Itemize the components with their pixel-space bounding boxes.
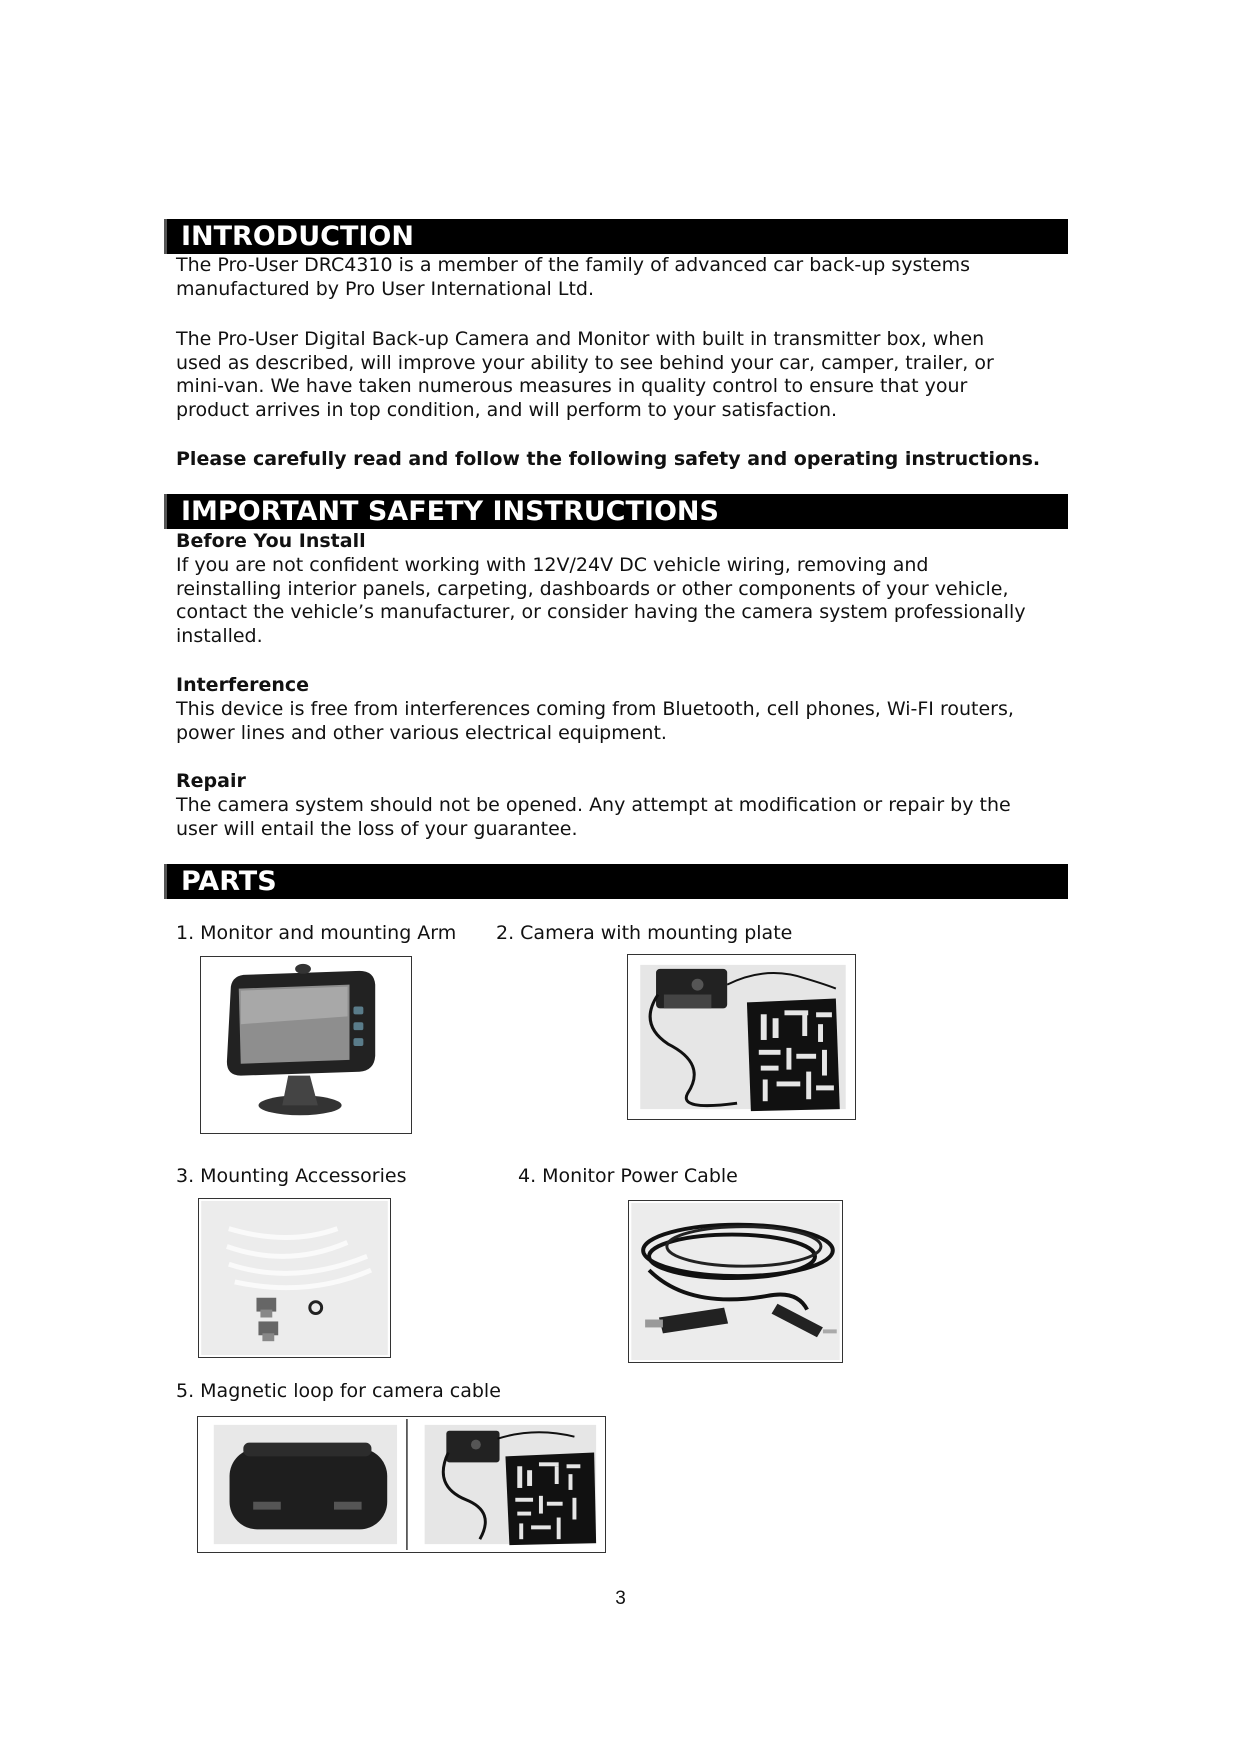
intro-paragraph-1 — [176, 254, 1076, 301]
text-line: installed. — [176, 624, 263, 647]
power-cable-icon — [629, 1201, 842, 1362]
text-line: contact the vehicle’s manufacturer, or consider having the camera system professionally — [176, 601, 1026, 623]
text-line: product arrives in top condition, and will perform to your satisfaction. — [176, 398, 838, 421]
monitor-icon — [201, 957, 411, 1133]
part-5-label: 5. Magnetic loop for camera cable — [176, 1380, 501, 1402]
magnetic-loop-icon — [198, 1417, 605, 1552]
text-line: power lines and other various electrical equipment. — [176, 721, 667, 744]
safety-heading: IMPORTANT SAFETY INSTRUCTIONS — [164, 494, 1068, 529]
text-line: used as described, will improve your ability to see behind your car, camper, trailer, or — [176, 351, 994, 374]
repair-title: Repair — [176, 770, 246, 792]
camera-plate-photo — [627, 954, 856, 1120]
page-number: 3 — [615, 1588, 626, 1609]
text-line: The Pro-User DRC4310 is a member of the family of advanced car back-up systems — [176, 254, 970, 276]
introduction-heading: INTRODUCTION — [164, 219, 1068, 254]
part-4-label: 4. Monitor Power Cable — [518, 1165, 738, 1187]
before-install-title: Before You Install — [176, 530, 366, 552]
part-2-label: 2. Camera with mounting plate — [496, 922, 793, 944]
text-line: The Pro-User Digital Back-up Camera and Monitor with built in transmitter box, when — [176, 328, 985, 350]
camera-plate-icon — [628, 955, 855, 1119]
repair-paragraph — [176, 794, 1076, 841]
part-1-label: 1. Monitor and mounting Arm — [176, 922, 457, 944]
before-install-paragraph — [176, 554, 1076, 648]
text-line: user will entail the loss of your guarantee. — [176, 817, 578, 840]
text-line: reinstalling interior panels, carpeting, dashboards or other components of your vehicle, — [176, 577, 1009, 600]
parts-heading: PARTS — [164, 864, 1068, 899]
interference-paragraph — [176, 698, 1076, 745]
intro-notice: Please carefully read and follow the following safety and operating instructions. — [176, 448, 1041, 470]
interference-title: Interference — [176, 674, 310, 696]
intro-paragraph-2 — [176, 328, 1076, 422]
text-line: If you are not confident working with 12V/24V DC vehicle wiring, removing and — [176, 554, 929, 576]
accessories-icon — [199, 1199, 390, 1357]
text-line: manufactured by Pro User International Ltd. — [176, 277, 594, 300]
accessories-photo — [198, 1198, 391, 1358]
text-line: mini-van. We have taken numerous measures in quality control to ensure that your — [176, 375, 968, 397]
monitor-photo — [200, 956, 412, 1134]
text-line: This device is free from interferences coming from Bluetooth, cell phones, Wi-FI routers, — [176, 698, 1014, 720]
text-line: The camera system should not be opened. Any attempt at modification or repair by the — [176, 794, 1011, 816]
part-3-label: 3. Mounting Accessories — [176, 1165, 407, 1187]
power-cable-photo — [628, 1200, 843, 1363]
magnetic-loop-photo — [197, 1416, 606, 1553]
